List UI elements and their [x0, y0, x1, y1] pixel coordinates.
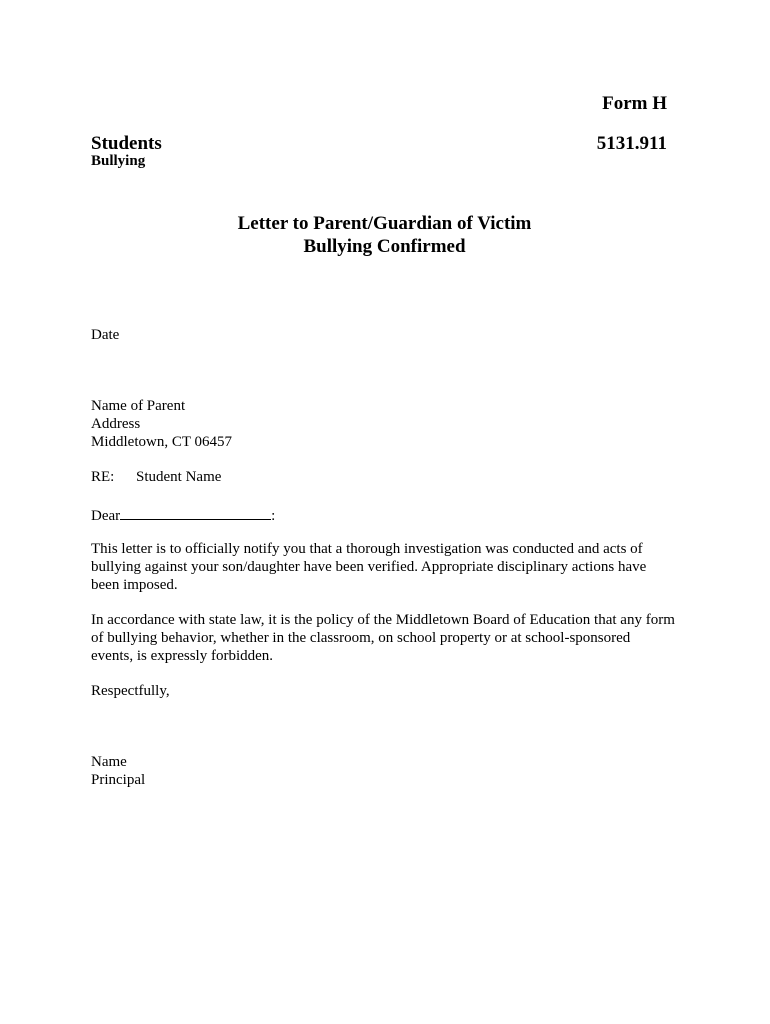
date-placeholder: Date — [91, 327, 120, 343]
paragraph-line: been imposed. — [91, 577, 178, 593]
address-block — [91, 397, 232, 451]
paragraph-policy — [91, 611, 691, 665]
policy-number: 5131.911 — [596, 133, 667, 154]
section-subtitle: Bullying — [91, 153, 146, 169]
city-line: Middletown, CT 06457 — [91, 434, 232, 450]
title-line-1: Letter to Parent/Guardian of Victim — [237, 213, 532, 234]
paragraph-notification — [91, 540, 691, 594]
address-placeholder: Address — [91, 416, 141, 432]
letter-title — [0, 212, 770, 258]
paragraph-line: bullying against your son/daughter have been verified. Appropriate disciplinary actions have — [91, 559, 647, 575]
signer-title: Principal — [91, 772, 146, 788]
salutation-colon: : — [271, 508, 276, 524]
salutation: Dear — [91, 508, 121, 524]
title-line-2: Bullying Confirmed — [303, 236, 466, 257]
form-label: Form H — [602, 93, 667, 114]
signer-name-placeholder: Name — [91, 754, 127, 770]
paragraph-line: In accordance with state law, it is the policy of the Middletown Board of Education that any form — [91, 612, 675, 628]
salutation-blank — [120, 505, 271, 520]
paragraph-line: events, is expressly forbidden. — [91, 648, 274, 664]
re-label: RE: — [91, 469, 115, 485]
re-line — [91, 468, 221, 486]
student-name-placeholder: Student Name — [136, 469, 222, 485]
paragraph-line: of bullying behavior, whether in the classroom, on school property or at school-sponsored — [91, 630, 631, 646]
section-title: Students — [91, 133, 162, 154]
salutation-line — [91, 505, 275, 525]
paragraph-line: This letter is to officially notify you that a thorough investigation was conducted and acts of — [91, 541, 643, 557]
closing: Respectfully, — [91, 683, 170, 699]
signature-block — [91, 753, 145, 789]
parent-name-placeholder: Name of Parent — [91, 398, 186, 414]
